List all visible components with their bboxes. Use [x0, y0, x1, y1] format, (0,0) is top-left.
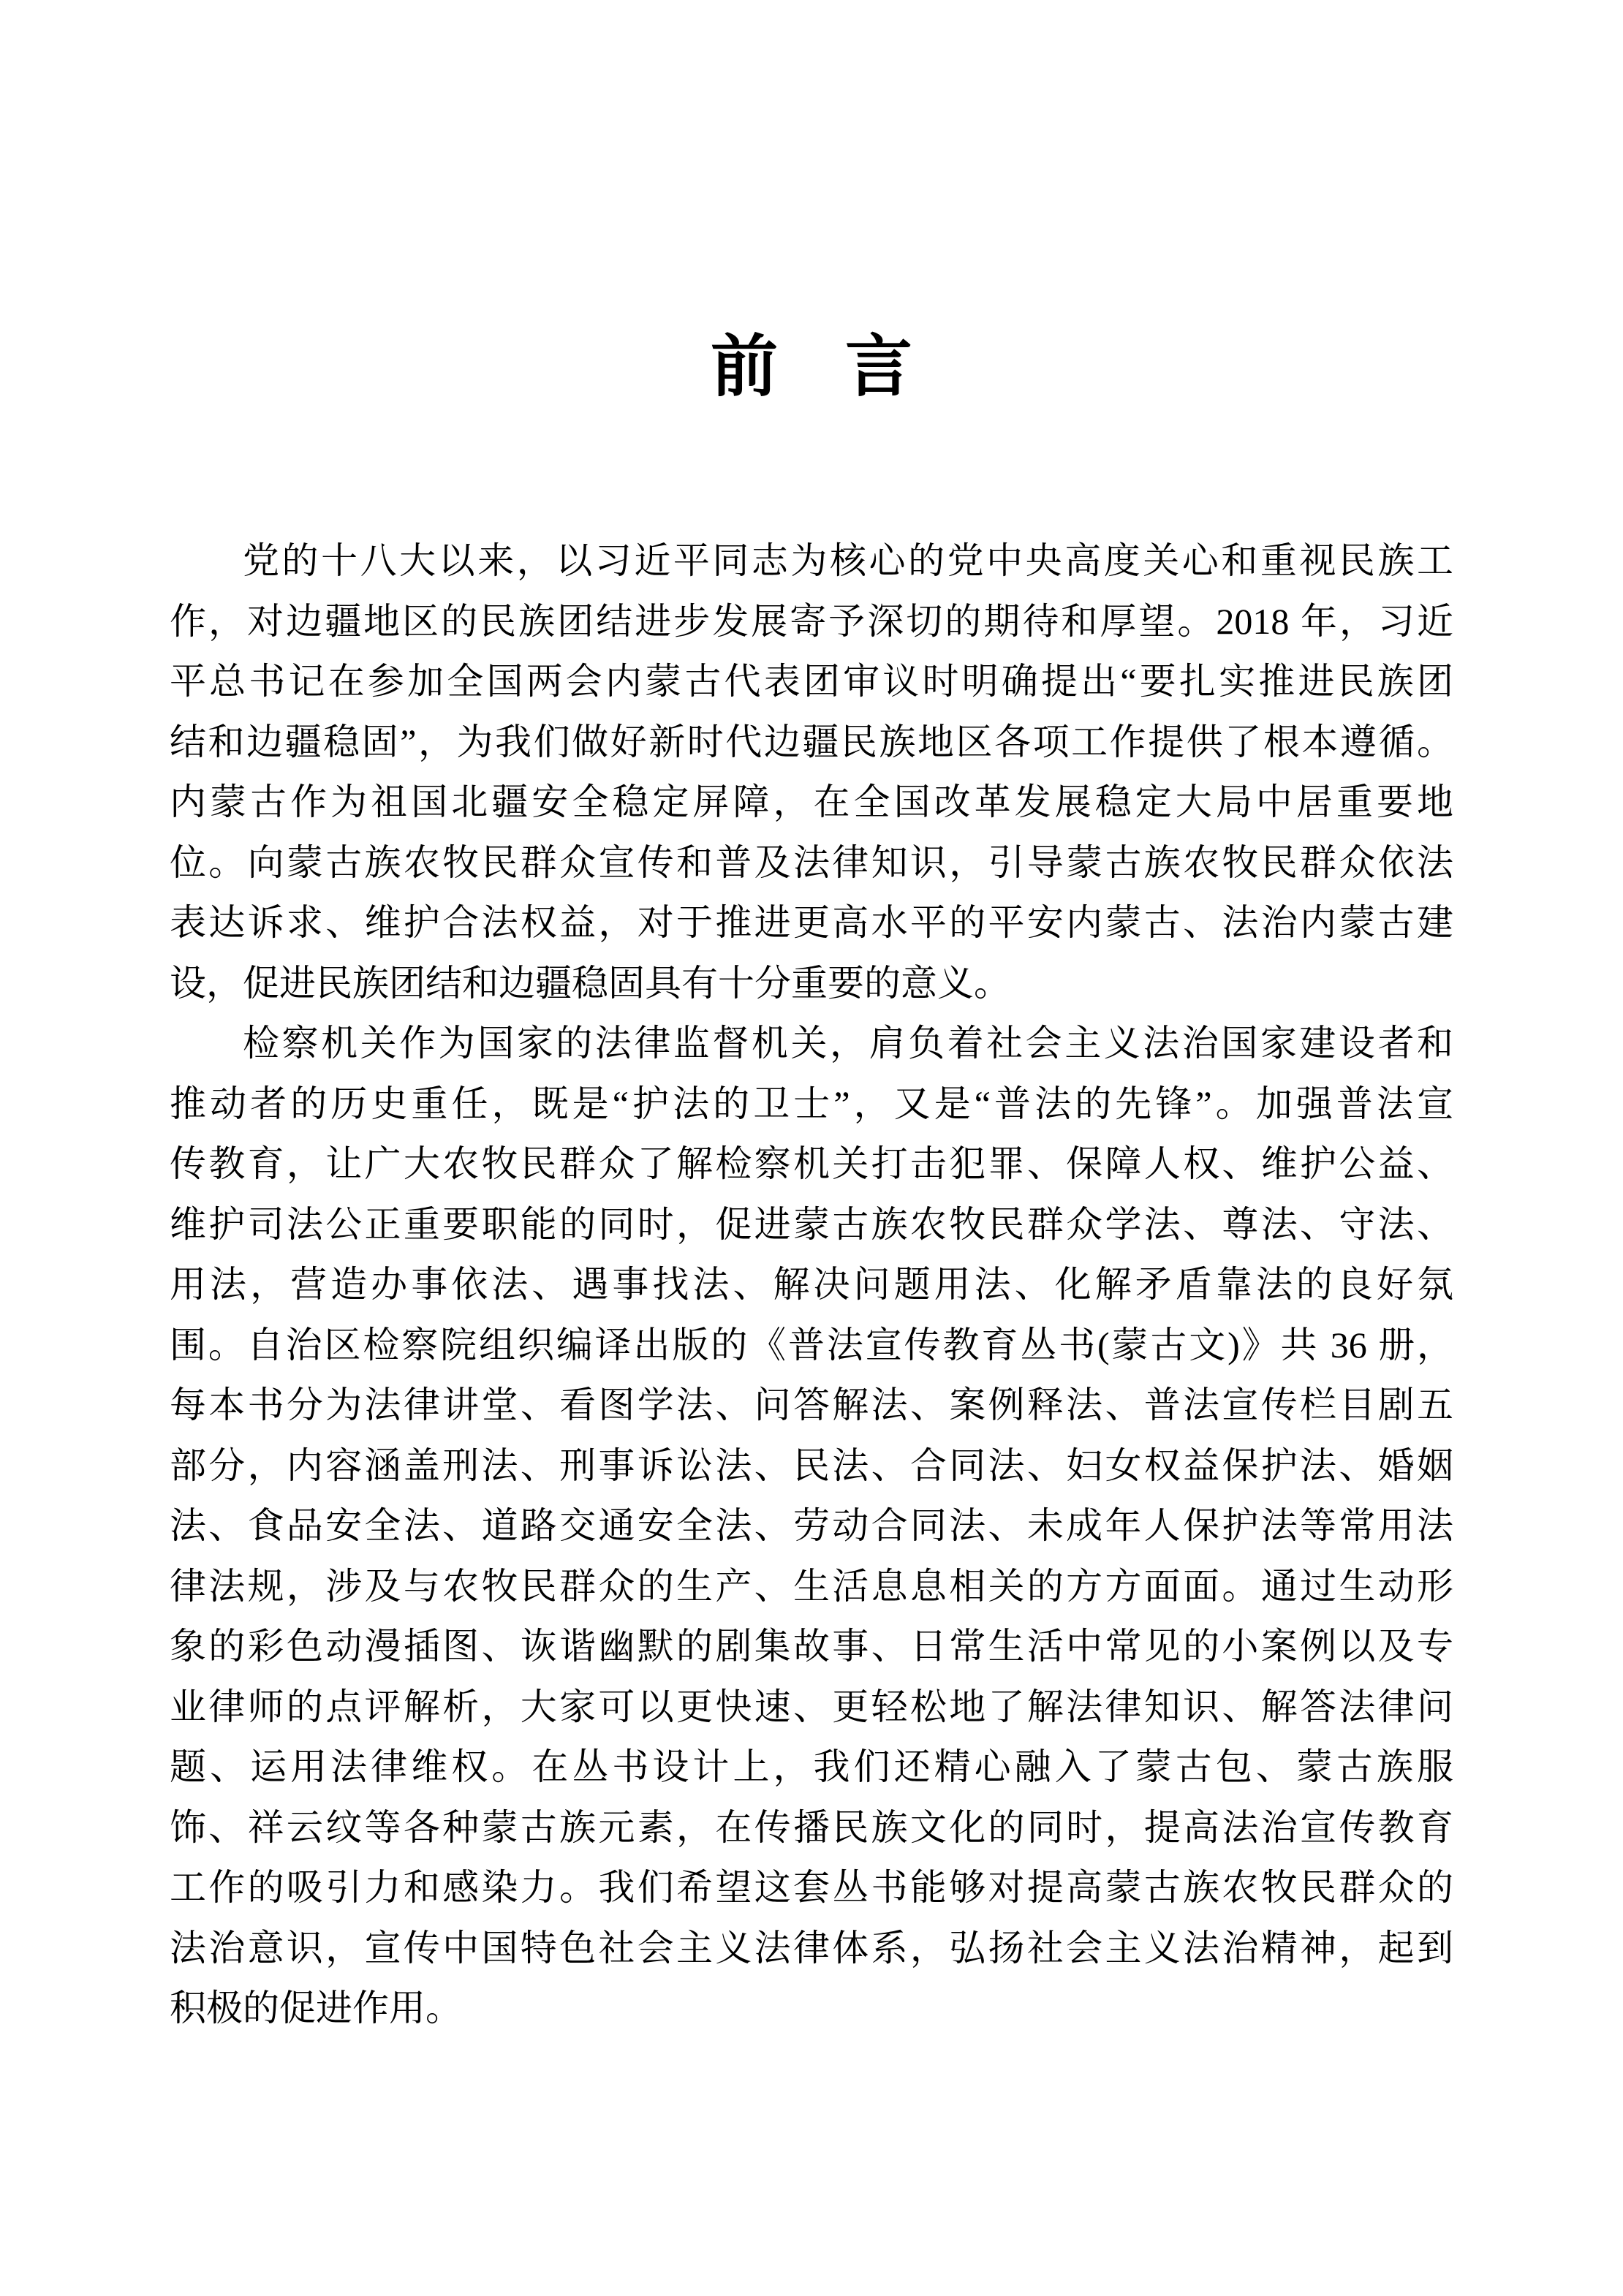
paragraph-2 — [170, 1013, 1453, 2039]
text-line: 围。自治区检察院组织编译出版的《普法宣传教育丛书(蒙古文)》共 36 册， — [170, 1324, 1453, 1365]
page-title: 前 言 — [710, 330, 912, 404]
text-line: 结和边疆稳固”，为我们做好新时代边疆民族地区各项工作提供了根本遵循。 — [170, 721, 1453, 762]
text-line: 题、运用法律维权。在丛书设计上，我们还精心融入了蒙古包、蒙古族服 — [170, 1746, 1453, 1787]
text-line: 维护司法公正重要职能的同时，促进蒙古族农牧民群众学法、尊法、守法、 — [170, 1203, 1453, 1245]
text-line: 设，促进民族团结和边疆稳固具有十分重要的意义。 — [170, 962, 1010, 1004]
text-line: 每本书分为法律讲堂、看图学法、问答解法、案例释法、普法宣传栏目剧五 — [170, 1384, 1453, 1425]
text-line: 检察机关作为国家的法律监督机关，肩负着社会主义法治国家建设者和 — [243, 1023, 1453, 1064]
text-line: 作，对边疆地区的民族团结进步发展寄予深切的期待和厚望。2018 年，习近 — [170, 600, 1453, 642]
text-line: 用法，营造办事依法、遇事找法、解决问题用法、化解矛盾靠法的良好氛 — [170, 1264, 1453, 1305]
paragraph-1 — [170, 531, 1453, 1013]
preface-body — [170, 531, 1453, 2039]
text-line: 法治意识，宣传中国特色社会主义法律体系，弘扬社会主义法治精神，起到 — [170, 1927, 1453, 1969]
text-line: 工作的吸引力和感染力。我们希望这套丛书能够对提高蒙古族农牧民群众的 — [170, 1867, 1453, 1908]
text-line: 饰、祥云纹等各种蒙古族元素，在传播民族文化的同时，提高法治宣传教育 — [170, 1806, 1453, 1848]
text-line: 推动者的历史重任，既是“护法的卫士”，又是“普法的先锋”。加强普法宣 — [170, 1083, 1453, 1124]
text-line: 位。向蒙古族农牧民群众宣传和普及法律知识，引导蒙古族农牧民群众依法 — [170, 841, 1453, 883]
text-line: 象的彩色动漫插图、诙谐幽默的剧集故事、日常生活中常见的小案例以及专 — [170, 1626, 1453, 1667]
text-line: 平总书记在参加全国两会内蒙古代表团审议时明确提出“要扎实推进民族团 — [170, 661, 1453, 702]
text-line: 党的十八大以来，以习近平同志为核心的党中央高度关心和重视民族工 — [243, 540, 1453, 581]
text-line: 律法规，涉及与农牧民群众的生产、生活息息相关的方方面面。通过生动形 — [170, 1565, 1453, 1607]
text-line: 部分，内容涵盖刑法、刑事诉讼法、民法、合同法、妇女权益保护法、婚姻 — [170, 1444, 1453, 1486]
text-line: 业律师的点评解析，大家可以更快速、更轻松地了解法律知识、解答法律问 — [170, 1686, 1453, 1727]
text-line: 内蒙古作为祖国北疆安全稳定屏障，在全国改革发展稳定大局中居重要地 — [170, 781, 1453, 822]
text-line: 传教育，让广大农牧民群众了解检察机关打击犯罪、保障人权、维护公益、 — [170, 1143, 1453, 1184]
text-line: 表达诉求、维护合法权益，对于推进更高水平的平安内蒙古、法治内蒙古建 — [170, 902, 1453, 943]
text-line: 法、食品安全法、道路交通安全法、劳动合同法、未成年人保护法等常用法 — [170, 1505, 1453, 1546]
text-line: 积极的促进作用。 — [170, 1988, 462, 2028]
